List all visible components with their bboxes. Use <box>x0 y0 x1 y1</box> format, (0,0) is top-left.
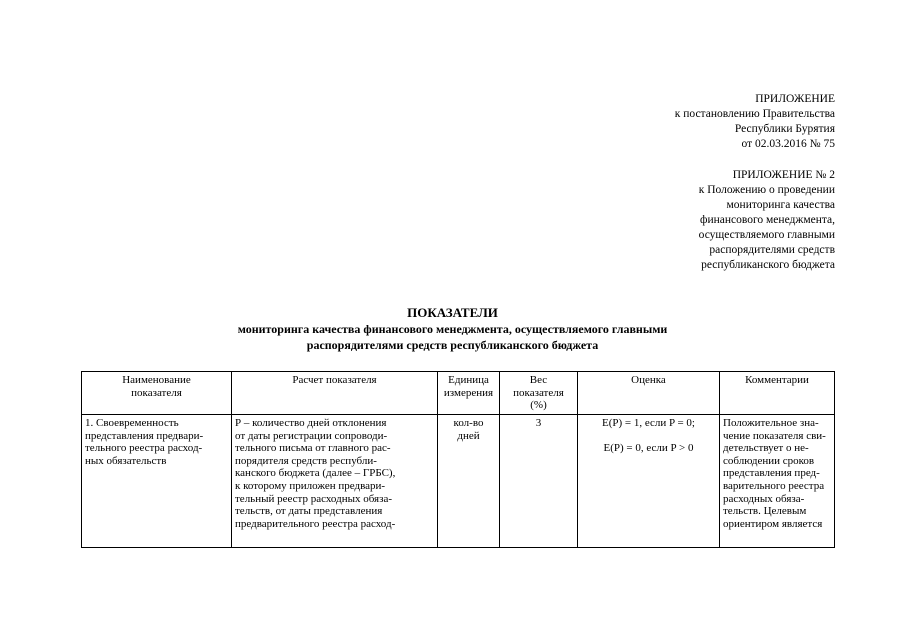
cell-unit: кол-во дней <box>438 415 500 548</box>
table-row <box>82 415 835 548</box>
appendix-2-line: ПРИЛОЖЕНИЕ № 2 <box>732 169 835 181</box>
document-subtitle-line: мониторинга качества финансового менеджмента, осуществляемого главными <box>237 322 668 336</box>
appendix-2-line: финансового менеджмента, <box>700 214 835 226</box>
cell-weight: 3 <box>500 415 578 548</box>
appendix-2-line: распорядителями средств <box>709 244 835 256</box>
document-title: ПОКАЗАТЕЛИ <box>407 305 498 320</box>
appendix-line: от 02.03.2016 № 75 <box>741 138 835 150</box>
header-calculation: Расчет показателя <box>232 372 438 415</box>
header-score: Оценка <box>578 372 720 415</box>
header-unit: Единица измерения <box>438 372 500 415</box>
appendix-2-header <box>699 168 835 273</box>
cell-name: 1. Своевременность представления предвари- тельного реестра расход- ных обязательств <box>82 415 232 548</box>
cell-calculation: Р – количество дней отклонения от даты регистрации сопроводи- тельного письма от главного рас- порядителя средств республи- канского бюджета (далее – ГРБС), к которому приложен предвари- тельный реестр расходных обяза- тельств, от даты представления предварительного реестра расход- <box>232 415 438 548</box>
header-name: Наименование показателя <box>82 372 232 415</box>
appendix-header <box>675 92 835 152</box>
appendix-2-line: республиканского бюджета <box>701 259 835 271</box>
cell-comment: Положительное зна- чение показателя сви- детельствует о не- соблюдении сроков представления пред- варительного реестра расходных обяза- тельств. Целевым ориентиром является <box>720 415 835 548</box>
appendix-line: ПРИЛОЖЕНИЕ <box>755 93 835 105</box>
appendix-2-line: осуществляемого главными <box>698 229 835 241</box>
appendix-line: к постановлению Правительства <box>674 108 835 120</box>
header-comments: Комментарии <box>720 372 835 415</box>
header-weight: Вес показателя (%) <box>500 372 578 415</box>
indicators-table <box>81 371 835 548</box>
cell-score: E(P) = 1, если P = 0; E(P) = 0, если P > 0 <box>578 415 720 548</box>
document-subtitle-line: распорядителями средств республиканского бюджета <box>306 338 599 352</box>
table-header-row <box>82 372 835 415</box>
appendix-line: Республики Бурятия <box>734 123 835 135</box>
appendix-2-line: к Положению о проведении <box>698 184 835 196</box>
appendix-2-line: мониторинга качества <box>726 199 835 211</box>
